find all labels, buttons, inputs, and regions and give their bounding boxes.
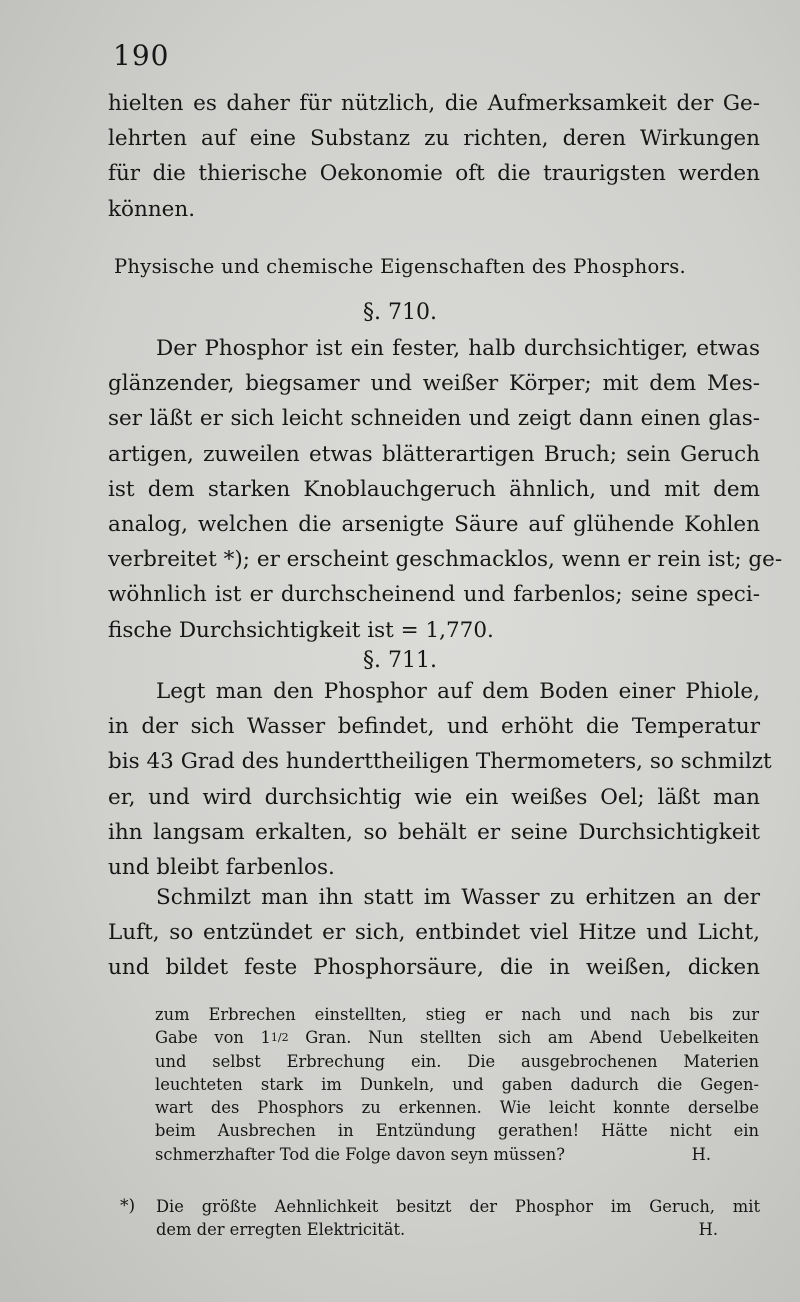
footnote-text: schmerzhafter Tod die Folge davon seyn müssen? xyxy=(155,1144,565,1164)
footnote-marker: *) xyxy=(120,1196,136,1216)
footnote-text: Gabe von 1 xyxy=(155,1028,271,1048)
text-line: für die thierische Oekonomie oft die traurigsten werden xyxy=(108,161,760,187)
text-line: Schmilzt man ihn statt im Wasser zu erhitzen an der xyxy=(156,885,760,910)
section-heading: Physische und chemische Eigenschaften des Phosphors. xyxy=(113,255,687,278)
footnote-line xyxy=(156,1218,760,1241)
paragraph-711-a xyxy=(108,674,772,885)
text-line: artigen, zuweilen etwas blätterartigen Bruch; sein Geruch xyxy=(108,441,760,467)
paragraph-710 xyxy=(108,331,783,648)
text-line: und bildet feste Phosphorsäure, die in weißen, dicken xyxy=(108,955,760,981)
text-line: ser läßt er sich leicht schneiden und zeigt dann einen glas- xyxy=(108,406,760,432)
fraction: 1/2 xyxy=(270,1031,289,1045)
footnote-line: Die größte Aehnlichkeit besitzt der Phosphor im Geruch, mit xyxy=(156,1197,760,1216)
footnote-text: Gran. Nun stellten sich am Abend Uebelkeiten xyxy=(288,1028,759,1048)
text-line: können. xyxy=(108,196,196,222)
footnote-line: beim Ausbrechen in Entzündung gerathen! Hätte nicht ein xyxy=(155,1121,759,1141)
text-line: ist dem starken Knoblauchgeruch ähnlich, und mit dem xyxy=(108,476,760,502)
footnote-continued xyxy=(155,1003,759,1166)
paragraph-711-b xyxy=(108,880,760,986)
text-line: glänzender, biegsamer und weißer Körper; mit dem Mes- xyxy=(108,371,760,397)
footnote-line: und selbst Erbrechung ein. Die ausgebrochenen Materien xyxy=(155,1051,759,1071)
text-line: in der sich Wasser befindet, und erhöht die Temperatur xyxy=(108,714,760,740)
footnote-signature: H. xyxy=(691,1144,711,1164)
section-number-711: §. 711. xyxy=(363,648,437,673)
footnote-line: wart des Phosphors zu erkennen. Wie leicht konnte derselbe xyxy=(155,1098,759,1118)
text-line: wöhnlich ist er durchscheinend und farbenlos; seine speci- xyxy=(108,582,760,608)
footnote-line: zum Erbrechen einstellten, stieg er nach und nach bis zur xyxy=(155,1005,759,1024)
intro-paragraph xyxy=(108,86,760,227)
text-line: ihn langsam erkalten, so behält er seine Durchsichtigkeit xyxy=(108,819,760,845)
text-line: hielten es daher für nützlich, die Aufmerksamkeit der Ge- xyxy=(108,91,760,116)
section-number-710: §. 710. xyxy=(363,300,437,325)
footnote-signature: H. xyxy=(698,1220,718,1240)
footnote-line xyxy=(155,1026,759,1049)
text-line: Der Phosphor ist ein fester, halb durchsichtiger, etwas xyxy=(156,336,760,361)
text-line: lehrten auf eine Substanz zu richten, deren Wirkungen xyxy=(108,126,760,152)
text-line: er, und wird durchsichtig wie ein weißes Oel; läßt man xyxy=(108,784,760,810)
text-line: bis 43 Grad des hunderttheiligen Thermometers, so schmilzt xyxy=(108,749,772,775)
text-line: analog, welchen die arsenigte Säure auf glühende Kohlen xyxy=(108,511,760,537)
text-line: Luft, so entzündet er sich, entbindet viel Hitze und Licht, xyxy=(108,920,760,946)
footnote-star xyxy=(156,1195,760,1242)
footnote-line: leuchteten stark im Dunkeln, und gaben dadurch die Gegen- xyxy=(155,1074,759,1094)
text-line: Legt man den Phosphor auf dem Boden einer Phiole, xyxy=(156,679,760,704)
footnote-text: dem der erregten Elektricität. xyxy=(156,1220,406,1240)
page-number: 190 xyxy=(113,39,170,72)
text-line: fische Durchsichtigkeit ist = 1,770. xyxy=(108,617,494,643)
text-line: und bleibt farbenlos. xyxy=(108,854,335,880)
text-line: verbreitet *); er erscheint geschmacklos, wenn er rein ist; ge- xyxy=(108,547,783,573)
footnote-line xyxy=(155,1143,759,1166)
